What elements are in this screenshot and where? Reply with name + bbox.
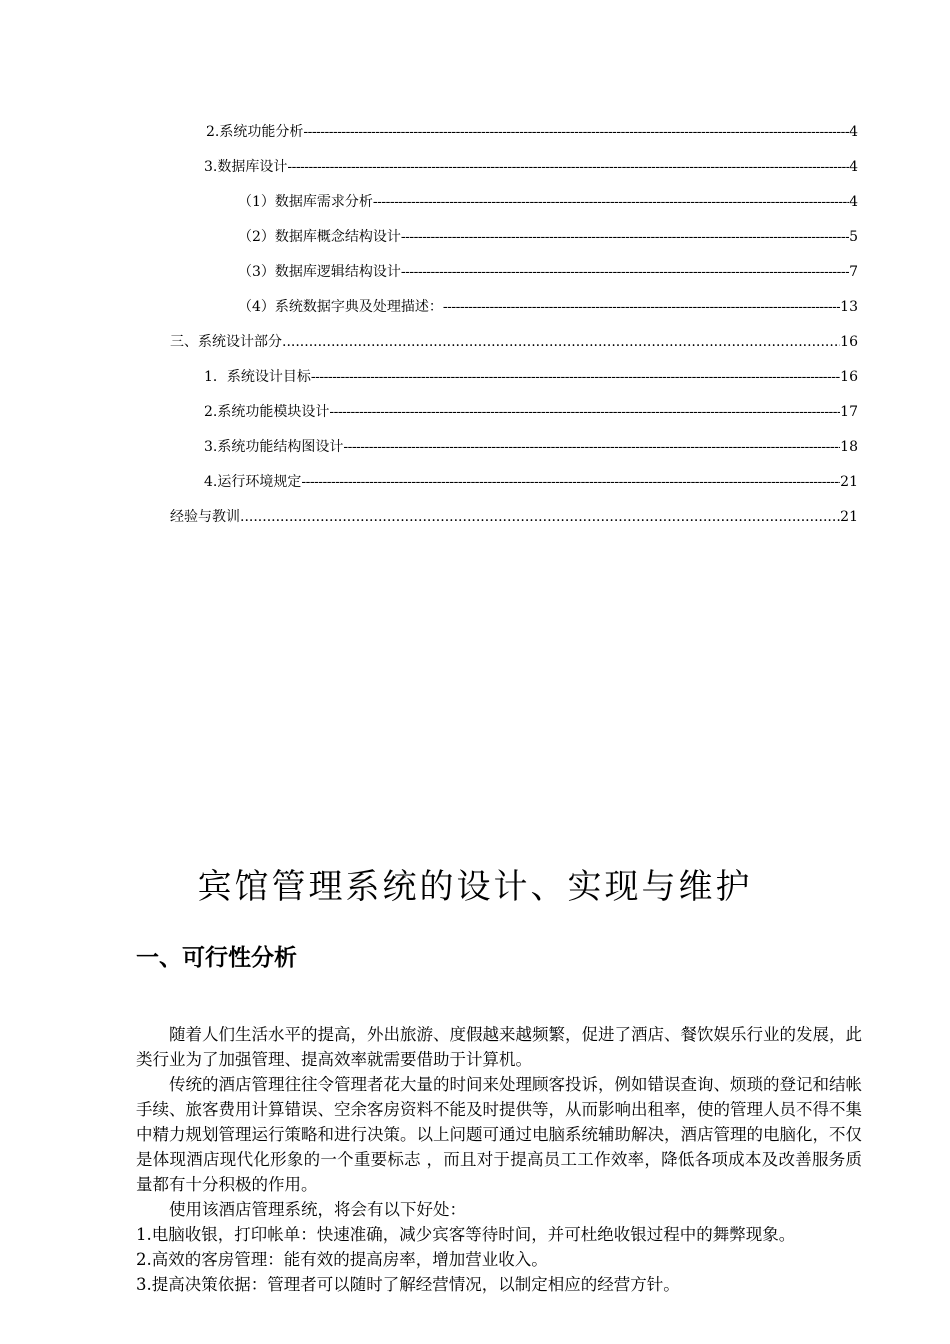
toc-page-number: 7 xyxy=(849,264,858,280)
toc-leader xyxy=(301,472,840,492)
paragraph: 随着人们生活水平的提高，外出旅游、度假越来越频繁，促进了酒店、餐饮娱乐行业的发展，此类行业为了加强管理、提高效率就需要借助于计算机。 xyxy=(136,1025,862,1069)
toc-page-number: 5 xyxy=(849,229,858,245)
toc-leader xyxy=(401,262,849,282)
toc-entry[interactable] xyxy=(238,262,858,282)
toc-entry[interactable] xyxy=(238,192,858,212)
toc-page-number: 4 xyxy=(849,194,858,210)
toc-entry-text: （1）数据库需求分析 xyxy=(238,194,373,210)
toc-page-number: 4 xyxy=(849,124,858,140)
toc-page-number: 13 xyxy=(840,299,858,315)
toc-page-number: 21 xyxy=(840,509,858,525)
toc-entry-text: （3）数据库逻辑结构设计 xyxy=(238,264,401,280)
toc-page-number: 16 xyxy=(840,334,858,350)
toc-entry-text: （2）数据库概念结构设计 xyxy=(238,229,401,245)
list-item: 3.提高决策依据：管理者可以随时了解经营情况，以制定相应的经营方针。 xyxy=(136,1275,680,1294)
toc-entry-text: 1．系统设计目标 xyxy=(204,369,311,385)
toc-leader xyxy=(401,227,849,247)
toc-page-number: 16 xyxy=(840,369,858,385)
toc-entry-text: 3.系统功能结构图设计 xyxy=(204,439,344,455)
toc-page-number: 18 xyxy=(840,439,858,455)
section-heading: 一、可行性分析 xyxy=(136,945,297,971)
toc-entry-text: 经验与教训 xyxy=(170,509,240,525)
toc-entry-text: 三、系统设计部分 xyxy=(170,334,282,350)
paragraph: 使用该酒店管理系统，将会有以下好处： xyxy=(169,1200,466,1219)
toc-leader xyxy=(343,437,840,457)
toc-entry[interactable] xyxy=(238,297,858,317)
toc-entry-text: 2.系统功能分析 xyxy=(206,124,304,140)
toc-leader xyxy=(282,332,840,352)
toc-page-number: 17 xyxy=(840,404,858,420)
toc-leader xyxy=(311,367,840,387)
toc-page-number: 4 xyxy=(849,159,858,175)
toc-page-number: 21 xyxy=(840,474,858,490)
toc-entry[interactable] xyxy=(204,367,858,387)
toc-leader xyxy=(329,402,840,422)
toc-entry[interactable] xyxy=(170,332,858,352)
toc-entry[interactable] xyxy=(206,122,858,142)
toc-entry[interactable] xyxy=(204,472,858,492)
toc-entry[interactable] xyxy=(204,157,858,177)
toc-leader xyxy=(240,507,840,527)
toc-leader xyxy=(373,192,849,212)
toc-leader xyxy=(287,157,849,177)
paragraph: 传统的酒店管理往往令管理者花大量的时间来处理顾客投诉，例如错误查询、烦琐的登记和结帐手续、旅客费用计算错误、空余客房资料不能及时提供等，从而影响出租率，使的管理人员不得不集中精力规划管理运行策略和进行决策。以上问题可通过电脑系统辅助解决，酒店管理的电脑化，不仅是体现酒店现代化形象的一个重要标志 ，而且对于提高员工工作效率，降低各项成本及改善服务质量都有十分积极的作用。 xyxy=(136,1075,862,1194)
toc-leader xyxy=(303,122,849,142)
toc-entry[interactable] xyxy=(204,402,858,422)
toc-entry-text: 3.数据库设计 xyxy=(204,159,288,175)
body-text xyxy=(136,1022,862,1297)
toc-leader xyxy=(443,297,840,317)
toc-entry[interactable] xyxy=(170,507,858,527)
list-item: 2.高效的客房管理：能有效的提高房率，增加营业收入。 xyxy=(136,1250,548,1269)
document-title: 宾馆管理系统的设计、实现与维护 xyxy=(197,867,753,907)
list-item: 1.电脑收银，打印帐单：快速准确，减少宾客等待时间，并可杜绝收银过程中的舞弊现象。 xyxy=(136,1225,796,1244)
toc-entry-text: 2.系统功能模块设计 xyxy=(204,404,330,420)
toc-entry-text: 4.运行环境规定 xyxy=(204,474,302,490)
toc-entry-text: （4）系统数据字典及处理描述： xyxy=(238,299,443,315)
toc-entry[interactable] xyxy=(204,437,858,457)
toc-entry[interactable] xyxy=(238,227,858,247)
